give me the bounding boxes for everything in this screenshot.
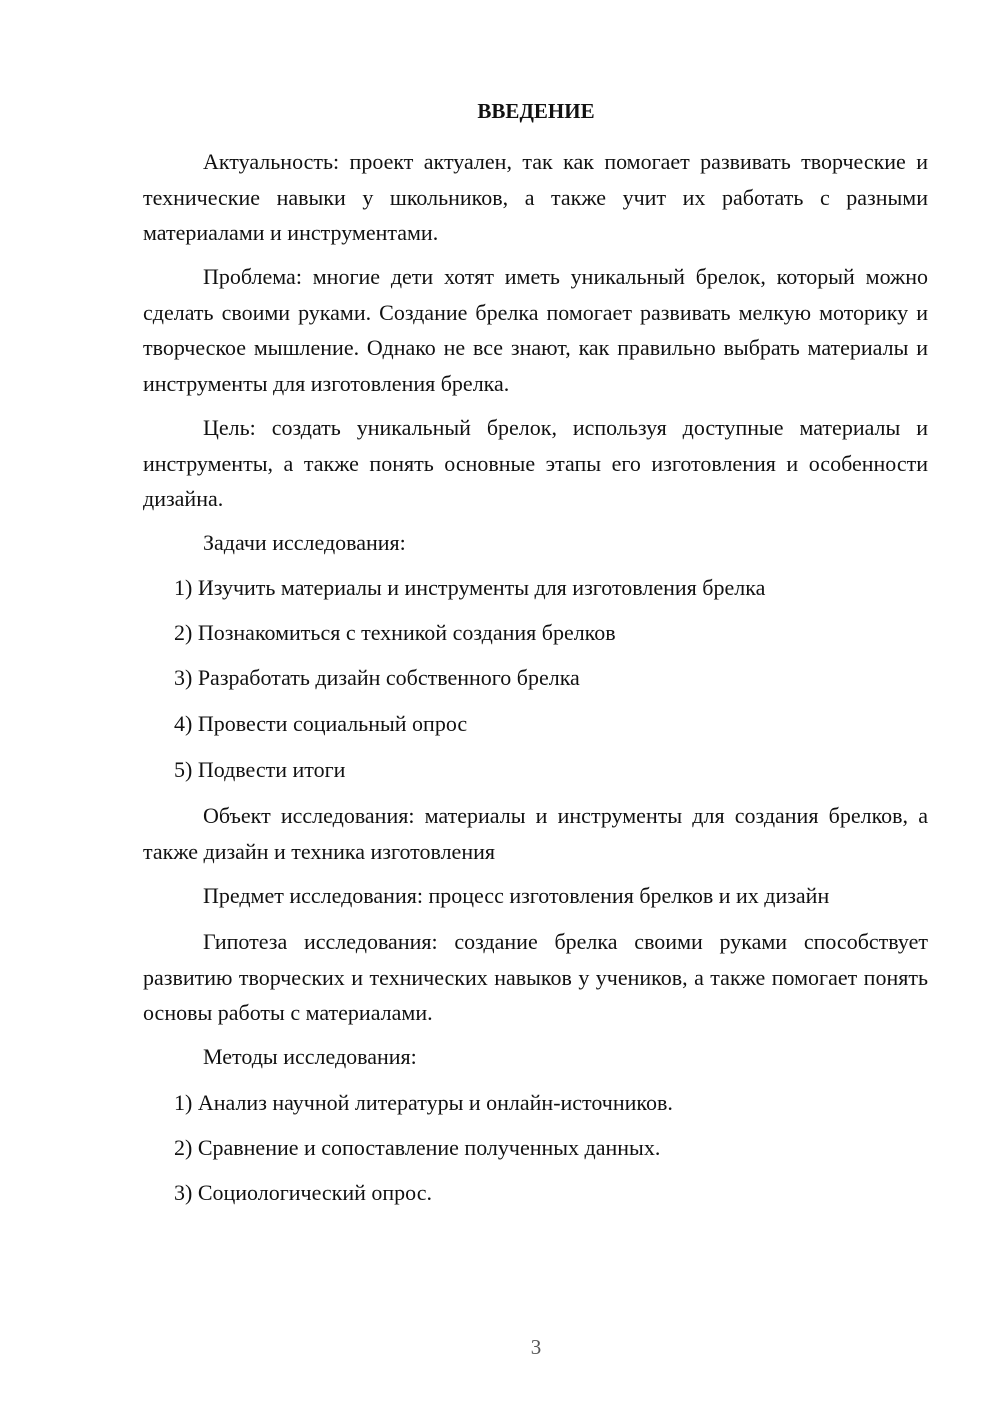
goal-paragraph: Цель: создать уникальный брелок, используя доступные материалы и инструменты, а также понять основные этапы его изготовления и особенности дизайна.	[143, 415, 928, 511]
method-item: 3) Социологический опрос.	[174, 1180, 432, 1205]
problem-paragraph: Проблема: многие дети хотят иметь уникальный брелок, который можно сделать своими руками. Создание брелка помогает развивать мелкую моторику и творческое мышление. Однако не все знают, как правильно выбрать материалы и инструменты для изготовления брелка.	[143, 264, 928, 396]
page-number: 3	[530, 1335, 542, 1359]
relevance-paragraph: Актуальность: проект актуален, так как помогает развивать творческие и технические навыки у школьников, а также учит их работать с разными материалами и инструментами.	[143, 149, 928, 245]
task-item: 4) Провести социальный опрос	[174, 711, 468, 736]
object-paragraph: Объект исследования: материалы и инструменты для создания брелков, а также дизайн и техника изготовления	[143, 803, 928, 864]
hypothesis-paragraph: Гипотеза исследования: создание брелка своими руками способствует развитию творческих и технических навыков у учеников, а также помогает понять основы работы с материалами.	[143, 929, 928, 1025]
task-item: 2) Познакомиться с техникой создания брелков	[174, 620, 616, 645]
method-item: 2) Сравнение и сопоставление полученных данных.	[174, 1135, 661, 1160]
task-item: 5) Подвести итоги	[174, 757, 346, 782]
subject-paragraph: Предмет исследования: процесс изготовления брелков и их дизайн	[203, 883, 830, 908]
tasks-heading: Задачи исследования:	[203, 530, 406, 555]
task-item: 3) Разработать дизайн собственного брелка	[174, 665, 580, 690]
task-item: 1) Изучить материалы и инструменты для изготовления брелка	[174, 575, 766, 600]
method-item: 1) Анализ научной литературы и онлайн-источников.	[174, 1090, 673, 1115]
page-title: ВВЕДЕНИЕ	[477, 99, 595, 123]
methods-heading: Методы исследования:	[203, 1044, 417, 1069]
